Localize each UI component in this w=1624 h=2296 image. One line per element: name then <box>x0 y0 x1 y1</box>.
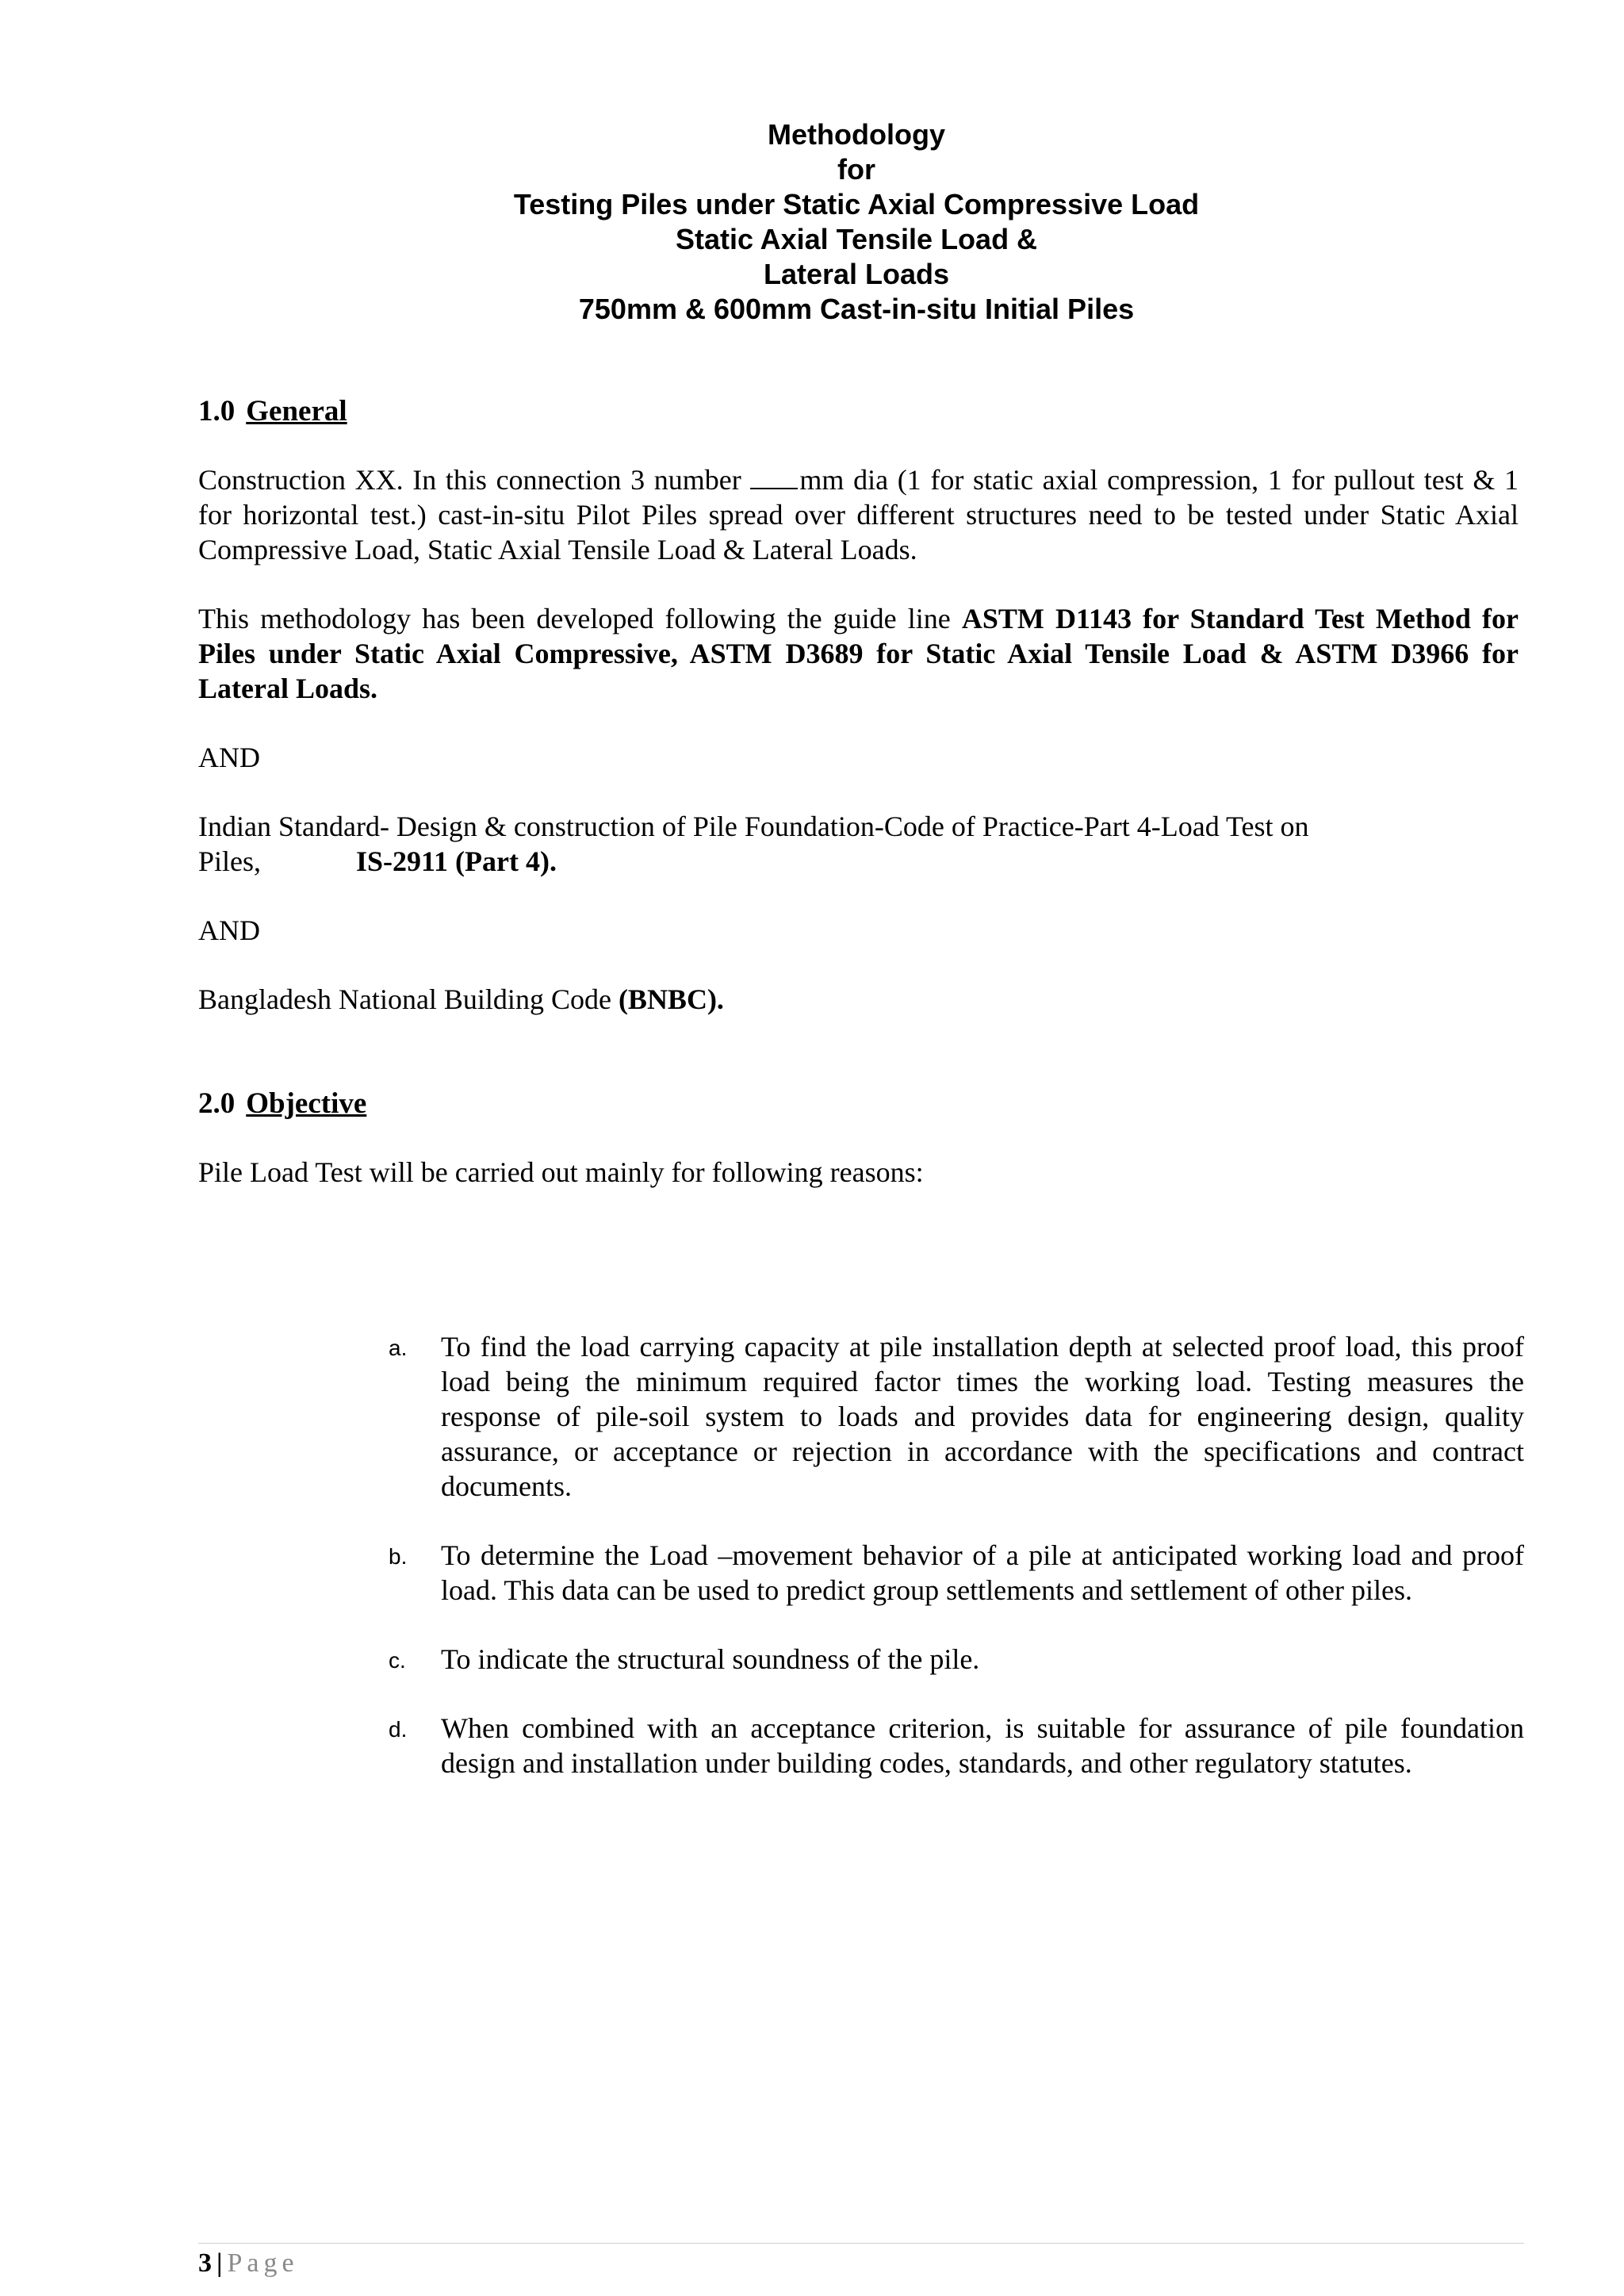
list-item-text: When combined with an acceptance criterion, is suitable for assurance of pile foundation design and installation under building codes, standards, and other regulatory statutes. <box>441 1712 1524 1779</box>
objective-intro: Pile Load Test will be carried out mainly for following reasons: <box>198 1156 924 1188</box>
list-item-text: To indicate the structural soundness of the pile. <box>441 1643 980 1675</box>
list-item-text: To find the load carrying capacity at pile installation depth at selected proof load, this proof load being the minimum required factor times the working load. Testing measures the response of pile-soil system to loads and provides data for engineering design, quality assurance, or acceptance or rejection in accordance with the specifications and contract documents. <box>441 1331 1524 1502</box>
title-line-5: Lateral Loads <box>763 258 950 290</box>
and-separator-2: AND <box>198 914 260 946</box>
list-marker: a. <box>389 1336 408 1360</box>
general-paragraph-3 <box>198 809 1451 879</box>
paragraph-text: Construction XX. In this connection 3 number <box>198 464 751 496</box>
paragraph-text: mm dia (1 for static axial compression, 1 for pullout test & 1 for horizontal test.) cast-in-situ Pilot Piles spread over different structures need to be tested under Static Axial Compressive Load, Static Axial Tensile Load & Lateral Loads. <box>198 464 1519 565</box>
list-item-text: To determine the Load –movement behavior of a pile at anticipated working load and proof load. This data can be used to predict group settlements and settlement of other piles. <box>441 1539 1524 1606</box>
document-title <box>0 117 1624 327</box>
section-title: General <box>246 395 347 427</box>
title-line-4: Static Axial Tensile Load & <box>675 223 1038 255</box>
title-line-1: Methodology <box>768 118 945 151</box>
standards-reference: IS-2911 (Part 4). <box>356 845 557 877</box>
title-line-6: 750mm & 600mm Cast-in-situ Initial Piles <box>578 293 1135 325</box>
blank-field <box>750 464 798 489</box>
and-separator-1: AND <box>198 742 260 773</box>
section-number: 1.0 <box>198 395 236 427</box>
list-marker: c. <box>389 1648 406 1673</box>
list-item <box>389 1711 1524 1780</box>
paragraph-text: This methodology has been developed following the guide line <box>198 603 962 634</box>
general-paragraph-2 <box>198 601 1519 706</box>
list-marker: d. <box>389 1717 408 1742</box>
objective-list <box>389 1329 1524 1780</box>
list-item <box>389 1329 1524 1504</box>
standards-reference: ASTM D1143 for Standard Test Method for Piles under Static Axial Compressive, ASTM D3689 for Static Axial Tensile Load & ASTM D3966 for Lateral Loads. <box>198 603 1519 704</box>
standards-reference: (BNBC). <box>618 983 724 1015</box>
general-paragraph-4 <box>198 982 1519 1017</box>
list-marker: b. <box>389 1544 408 1569</box>
section-title: Objective <box>246 1087 367 1120</box>
section-heading-objective <box>198 1087 366 1121</box>
title-line-3: Testing Piles under Static Axial Compressive Load <box>513 188 1200 220</box>
page-footer <box>198 2248 299 2279</box>
general-paragraph-1 <box>198 462 1519 567</box>
page-label: Page <box>227 2248 299 2278</box>
section-number: 2.0 <box>198 1087 236 1120</box>
list-item <box>389 1538 1524 1608</box>
paragraph-text: Bangladesh National Building Code <box>198 983 619 1015</box>
title-line-2: for <box>837 153 875 186</box>
list-item <box>389 1642 1524 1677</box>
section-heading-general <box>198 394 347 429</box>
paragraph-text: Indian Standard- Design & construction of Pile Foundation-Code of Practice-Part 4-Load Test on Piles, <box>198 811 1309 877</box>
footer-separator: | <box>216 2248 223 2278</box>
footer-divider <box>198 2243 1524 2244</box>
page-number: 3 <box>198 2248 212 2278</box>
